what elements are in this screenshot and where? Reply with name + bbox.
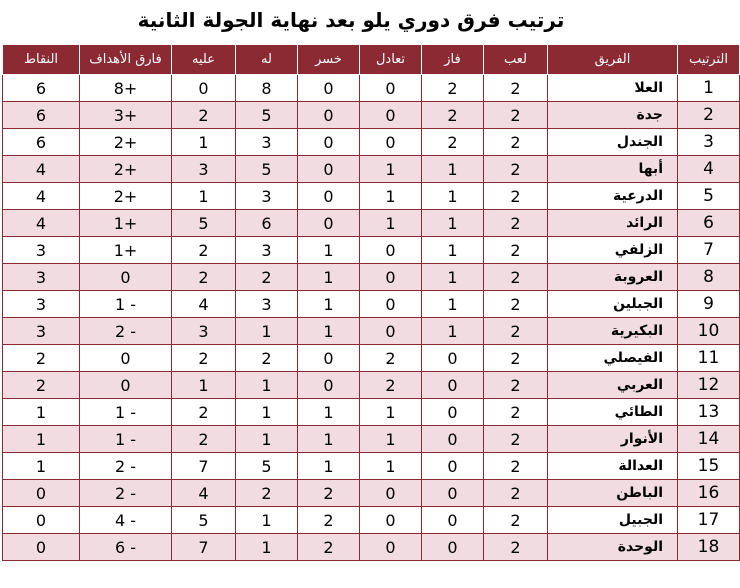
goals-against-cell: 2 [172,102,236,129]
table-row [3,507,740,534]
points-cell: 2 [3,345,80,372]
team-cell: الطائي [548,399,678,426]
table-row [3,426,740,453]
drawn-cell: 1 [360,426,422,453]
goals-for-cell: 3 [236,129,298,156]
header-lost: خسر [298,45,360,75]
lost-cell: 1 [298,237,360,264]
rank-cell: 4 [678,156,740,183]
goals-against-cell: 5 [172,507,236,534]
goals-against-cell: 4 [172,480,236,507]
team-cell: العروبة [548,264,678,291]
goals-against-cell: 1 [172,372,236,399]
played-cell: 2 [484,183,548,210]
goal-diff-cell: 2 - [80,318,172,345]
page-title: ترتيب فرق دوري يلو بعد نهاية الجولة الثانية [137,8,565,32]
rank-cell: 7 [678,237,740,264]
drawn-cell: 0 [360,102,422,129]
goals-against-cell: 2 [172,237,236,264]
team-cell: العلا [548,75,678,102]
drawn-cell: 1 [360,399,422,426]
rank-cell: 18 [678,534,740,561]
points-cell: 3 [3,237,80,264]
lost-cell: 0 [298,75,360,102]
header-won: فاز [422,45,484,75]
played-cell: 2 [484,102,548,129]
table-row [3,75,740,102]
points-cell: 0 [3,507,80,534]
goals-against-cell: 4 [172,291,236,318]
rank-cell: 15 [678,453,740,480]
goals-against-cell: 5 [172,210,236,237]
table-row [3,318,740,345]
won-cell: 0 [422,372,484,399]
rank-cell: 3 [678,129,740,156]
won-cell: 1 [422,237,484,264]
table-row [3,345,740,372]
table-row [3,480,740,507]
goal-diff-cell: 2+ [80,156,172,183]
points-cell: 4 [3,210,80,237]
played-cell: 2 [484,237,548,264]
drawn-cell: 0 [360,264,422,291]
table-row [3,129,740,156]
points-cell: 3 [3,291,80,318]
goal-diff-cell: 1 - [80,426,172,453]
won-cell: 0 [422,345,484,372]
goals-for-cell: 6 [236,210,298,237]
played-cell: 2 [484,156,548,183]
rank-cell: 14 [678,426,740,453]
played-cell: 2 [484,426,548,453]
goal-diff-cell: 1+ [80,237,172,264]
points-cell: 6 [3,102,80,129]
goals-for-cell: 1 [236,372,298,399]
team-cell: الجبيل [548,507,678,534]
lost-cell: 0 [298,372,360,399]
table-row [3,534,740,561]
played-cell: 2 [484,507,548,534]
team-cell: البكيرية [548,318,678,345]
played-cell: 2 [484,75,548,102]
standings-body [3,75,740,561]
won-cell: 2 [422,129,484,156]
lost-cell: 0 [298,345,360,372]
header-rank: الترتيب [678,45,740,75]
won-cell: 0 [422,507,484,534]
header-row [3,45,740,75]
header-team: الفريق [548,45,678,75]
drawn-cell: 0 [360,75,422,102]
played-cell: 2 [484,534,548,561]
points-cell: 1 [3,453,80,480]
played-cell: 2 [484,129,548,156]
rank-cell: 5 [678,183,740,210]
points-cell: 0 [3,534,80,561]
drawn-cell: 1 [360,183,422,210]
goals-for-cell: 1 [236,507,298,534]
points-cell: 1 [3,399,80,426]
header-drawn: تعادل [360,45,422,75]
played-cell: 2 [484,291,548,318]
lost-cell: 2 [298,507,360,534]
goals-against-cell: 2 [172,426,236,453]
team-cell: العدالة [548,453,678,480]
won-cell: 0 [422,426,484,453]
team-cell: الباطن [548,480,678,507]
team-cell: الأنوار [548,426,678,453]
drawn-cell: 0 [360,291,422,318]
goal-diff-cell: 3+ [80,102,172,129]
goals-for-cell: 5 [236,102,298,129]
goals-against-cell: 2 [172,345,236,372]
drawn-cell: 2 [360,345,422,372]
rank-cell: 17 [678,507,740,534]
rank-cell: 16 [678,480,740,507]
table-row [3,210,740,237]
goals-against-cell: 1 [172,183,236,210]
goals-for-cell: 2 [236,345,298,372]
points-cell: 4 [3,156,80,183]
lost-cell: 2 [298,480,360,507]
rank-cell: 1 [678,75,740,102]
table-row [3,264,740,291]
lost-cell: 0 [298,102,360,129]
lost-cell: 0 [298,183,360,210]
goals-against-cell: 2 [172,264,236,291]
lost-cell: 1 [298,264,360,291]
goals-for-cell: 3 [236,183,298,210]
header-goal-diff: فارق الأهداف [80,45,172,75]
goal-diff-cell: 8+ [80,75,172,102]
drawn-cell: 0 [360,318,422,345]
table-row [3,237,740,264]
goal-diff-cell: 0 [80,345,172,372]
goal-diff-cell: 2+ [80,183,172,210]
drawn-cell: 1 [360,156,422,183]
team-cell: الفيصلي [548,345,678,372]
goals-for-cell: 8 [236,75,298,102]
won-cell: 2 [422,75,484,102]
goals-for-cell: 2 [236,480,298,507]
played-cell: 2 [484,345,548,372]
won-cell: 1 [422,264,484,291]
lost-cell: 1 [298,453,360,480]
standings-table [2,44,740,561]
lost-cell: 1 [298,399,360,426]
goal-diff-cell: 1 - [80,399,172,426]
points-cell: 3 [3,318,80,345]
team-cell: الزلفي [548,237,678,264]
goals-against-cell: 7 [172,534,236,561]
goals-for-cell: 1 [236,534,298,561]
won-cell: 1 [422,318,484,345]
drawn-cell: 1 [360,210,422,237]
played-cell: 2 [484,453,548,480]
goal-diff-cell: 4 - [80,507,172,534]
lost-cell: 0 [298,210,360,237]
rank-cell: 6 [678,210,740,237]
goals-against-cell: 3 [172,318,236,345]
points-cell: 6 [3,129,80,156]
rank-cell: 13 [678,399,740,426]
header-goals-for: له [236,45,298,75]
goal-diff-cell: 2 - [80,480,172,507]
rank-cell: 11 [678,345,740,372]
played-cell: 2 [484,264,548,291]
rank-cell: 2 [678,102,740,129]
goals-for-cell: 5 [236,453,298,480]
points-cell: 6 [3,75,80,102]
played-cell: 2 [484,210,548,237]
team-cell: الجندل [548,129,678,156]
drawn-cell: 2 [360,372,422,399]
rank-cell: 10 [678,318,740,345]
goal-diff-cell: 1 - [80,291,172,318]
table-row [3,156,740,183]
goal-diff-cell: 2+ [80,129,172,156]
goals-against-cell: 0 [172,75,236,102]
table-row [3,372,740,399]
won-cell: 0 [422,453,484,480]
drawn-cell: 0 [360,480,422,507]
goals-for-cell: 1 [236,318,298,345]
played-cell: 2 [484,399,548,426]
points-cell: 3 [3,264,80,291]
drawn-cell: 0 [360,507,422,534]
drawn-cell: 1 [360,453,422,480]
header-played: لعب [484,45,548,75]
table-row [3,453,740,480]
team-cell: الدرعية [548,183,678,210]
lost-cell: 0 [298,129,360,156]
table-row [3,102,740,129]
team-cell: الرائد [548,210,678,237]
lost-cell: 1 [298,318,360,345]
won-cell: 0 [422,480,484,507]
goals-against-cell: 1 [172,129,236,156]
rank-cell: 12 [678,372,740,399]
goals-for-cell: 1 [236,399,298,426]
drawn-cell: 0 [360,237,422,264]
team-cell: أبها [548,156,678,183]
won-cell: 2 [422,102,484,129]
goals-for-cell: 1 [236,426,298,453]
team-cell: الجبلين [548,291,678,318]
goals-for-cell: 3 [236,237,298,264]
table-row [3,399,740,426]
lost-cell: 1 [298,291,360,318]
goal-diff-cell: 2 - [80,453,172,480]
lost-cell: 1 [298,426,360,453]
goals-against-cell: 7 [172,453,236,480]
points-cell: 0 [3,480,80,507]
lost-cell: 0 [298,156,360,183]
header-goals-against: عليه [172,45,236,75]
won-cell: 1 [422,210,484,237]
played-cell: 2 [484,372,548,399]
team-cell: جدة [548,102,678,129]
goals-against-cell: 2 [172,399,236,426]
points-cell: 1 [3,426,80,453]
goal-diff-cell: 6 - [80,534,172,561]
goal-diff-cell: 0 [80,372,172,399]
won-cell: 1 [422,291,484,318]
rank-cell: 8 [678,264,740,291]
team-cell: الوحدة [548,534,678,561]
table-row [3,183,740,210]
goals-against-cell: 3 [172,156,236,183]
played-cell: 2 [484,480,548,507]
goal-diff-cell: 0 [80,264,172,291]
won-cell: 1 [422,156,484,183]
won-cell: 0 [422,399,484,426]
goals-for-cell: 5 [236,156,298,183]
points-cell: 4 [3,183,80,210]
team-cell: العربي [548,372,678,399]
rank-cell: 9 [678,291,740,318]
won-cell: 1 [422,183,484,210]
won-cell: 0 [422,534,484,561]
table-row [3,291,740,318]
points-cell: 2 [3,372,80,399]
drawn-cell: 0 [360,129,422,156]
lost-cell: 2 [298,534,360,561]
header-points: النقاط [3,45,80,75]
goals-for-cell: 3 [236,291,298,318]
drawn-cell: 0 [360,534,422,561]
played-cell: 2 [484,318,548,345]
goal-diff-cell: 1+ [80,210,172,237]
goals-for-cell: 2 [236,264,298,291]
